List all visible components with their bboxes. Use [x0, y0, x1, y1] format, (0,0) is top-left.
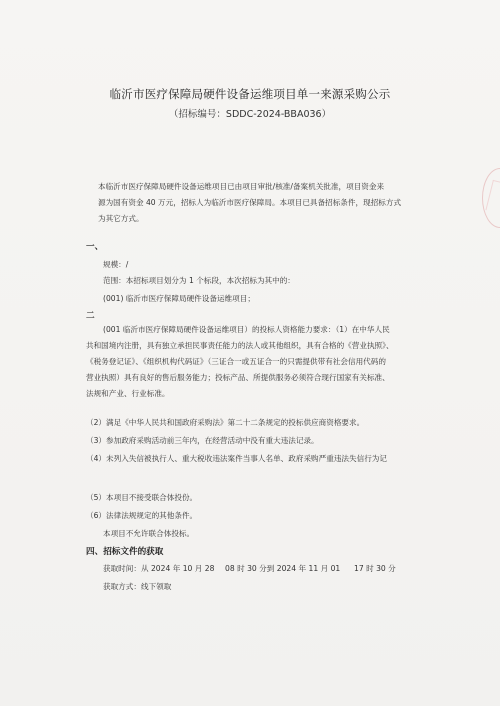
intro-line-2: 源为国有资金 40 万元，招标人为临沂市医疗保障局。本项目已具备招标条件，现招标方式 — [98, 198, 402, 207]
scale-line: 规模：/ — [103, 260, 129, 269]
acquisition-time-end: 17 时 30 分 — [354, 564, 396, 573]
scope-line-2: (001) 临沂市医疗保障局硬件设备运维项目； — [103, 294, 255, 303]
intro-paragraph — [83, 179, 413, 227]
acquisition-time-start: 获取时间：从 2024 年 10 月 28 — [103, 564, 215, 573]
requirements-line-1: (001 临沂市医疗保障局硬件设备运维项目）的投标人资格能力要求：（1）在中华人民 — [103, 325, 390, 334]
intro-line-3: 为其它方式。 — [98, 214, 144, 223]
intro-line-1: 本临沂市医疗保障局硬件设备运维项目已由项目审批/核准/备案机关批准，项目资金来 — [98, 182, 385, 191]
red-stamp-edge-icon — [482, 168, 500, 228]
requirements-paragraph — [86, 322, 420, 402]
requirement-item-2: （2）满足《中华人民共和国政府采购法》第二十二条规定的投标供应商资格要求。 — [86, 418, 365, 427]
requirement-item-5: （5）本项目不接受联合体投份。 — [86, 493, 198, 502]
section-four-heading: 四、招标文件的获取 — [86, 547, 164, 557]
requirements-line-2: 共和国境内注册，具有独立承担民事责任能力的法人或其他组织，具有合格的《营业执照》、 — [86, 341, 394, 350]
consortium-line: 本项目不允许联合体投标。 — [103, 529, 195, 538]
tender-number: （招标编号：SDDC-2024-BBA036） — [168, 109, 332, 120]
requirements-line-5: 法规和产业、行业标准。 — [86, 389, 170, 398]
page-title: 临沂市医疗保障局硬件设备运维项目单一来源采购公示 — [109, 87, 391, 101]
requirements-line-4: 营业执照）具有良好的售后服务能力；投标产品、所提供服务必须符合现行国家有关标准、 — [86, 373, 390, 382]
acquisition-time-middle: 08 时 30 分到 2024 年 11 月 01 — [225, 564, 341, 573]
scope-line-1: 范围：本招标项目划分为 1 个标段，本次招标为其中的： — [103, 276, 295, 285]
requirement-item-3: （3）参加政府采购活动前三年内，在经营活动中没有重大违法记录。 — [86, 436, 319, 445]
requirement-item-6: （6）法律法规规定的其他条件。 — [86, 511, 198, 520]
requirements-line-3: 《税务登记证》、《组织机构代码证》（三证合一或五证合一的只需提供带有社会信用代码的 — [86, 357, 386, 366]
section-two-marker: 二 — [86, 311, 95, 321]
section-one-marker: 一、 — [86, 242, 104, 252]
acquisition-method: 获取方式：线下领取 — [103, 582, 172, 591]
requirement-item-4: （4）未列入失信被执行人、重大税收违法案件当事人名单、政府采购严重违法失信行为记 — [86, 454, 387, 463]
